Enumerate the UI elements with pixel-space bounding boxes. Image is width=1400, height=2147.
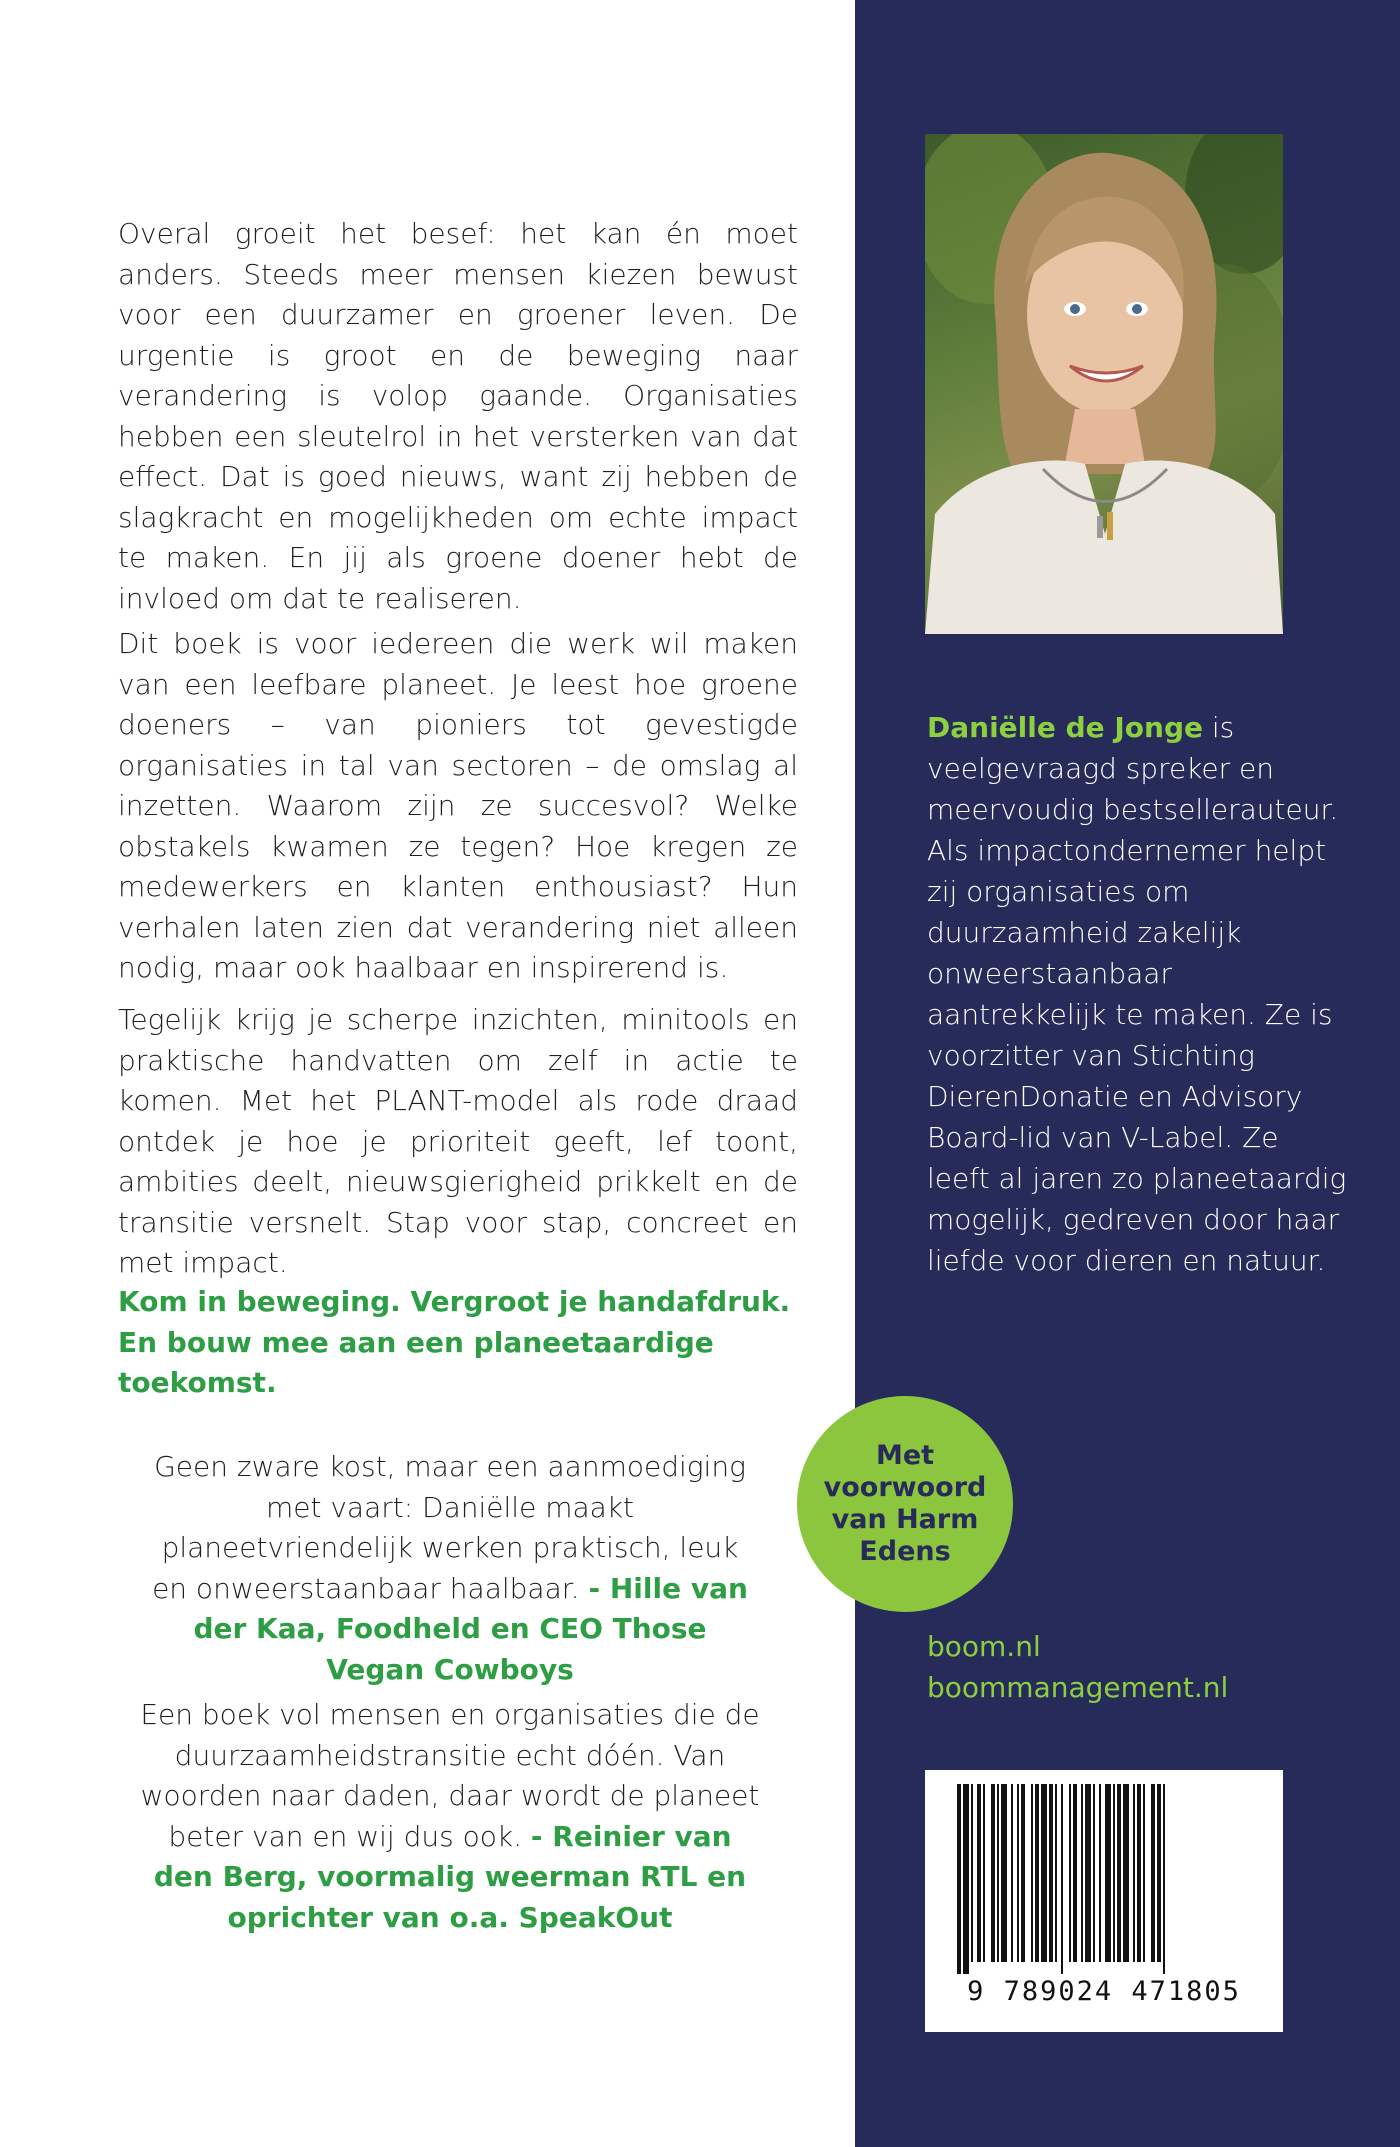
barcode [925, 1770, 1283, 2032]
review-quote-1 [140, 1447, 760, 1690]
review-quote-2-text: Een boek vol mensen en organisaties die de duurzaamheidstransitie echt dóén. Van woorden naar daden, daar wordt de planeet beter van en wij dus ook. [140, 1698, 760, 1853]
barcode-bar [1163, 1784, 1165, 1974]
barcode-bar [1041, 1784, 1047, 1962]
barcode-bar [1113, 1784, 1115, 1962]
barcode-bar [1137, 1784, 1141, 1962]
call-to-action: Kom in beweging. Vergroot je handafdruk. En bouw mee aan een planeetaardige toekomst. [118, 1285, 791, 1399]
barcode-bar [977, 1784, 981, 1962]
barcode-bar [1035, 1784, 1039, 1962]
foreword-badge [797, 1396, 1013, 1612]
barcode-bar [991, 1784, 995, 1962]
barcode-bar [1081, 1784, 1083, 1962]
publisher-links [927, 1626, 1228, 1708]
barcode-bar [1055, 1784, 1057, 1962]
barcode-bar [1143, 1784, 1145, 1962]
barcode-bar [1151, 1784, 1155, 1962]
barcode-bar [1001, 1784, 1007, 1962]
blurb-paragraph-1: Overal groeit het besef: het kan én moet anders. Steeds meer mensen kiezen bewust voor een duurzamer en groener leven. De urgentie is groot en de beweging naar verandering is volop gaande. Organisaties hebben een sleutelrol in het versterken van dat effect. Dat is goed nieuws, want zij hebben de slagkracht en mogelijkheden om echte impact te maken. En jij als groene doener hebt de invloed om dat te realiseren. [118, 217, 798, 615]
review-quote-1-attribution: - Hille van der Kaa, Foodheld en CEO Those Vegan Cowboys [193, 1571, 748, 1686]
barcode-bar [1073, 1784, 1077, 1962]
barcode-bars [957, 1784, 1251, 1974]
barcode-bar [1011, 1784, 1013, 1962]
author-name: Daniëlle de Jonge [927, 711, 1203, 744]
foreword-badge-text: Met voorwoord van Harm Edens [823, 1440, 987, 1567]
barcode-bar [963, 1784, 969, 1974]
barcode-bar [1157, 1784, 1161, 1962]
barcode-bar [1093, 1784, 1095, 1962]
review-quote-2 [140, 1695, 760, 1938]
barcode-bar [1123, 1784, 1129, 1962]
isbn-number: 9 789024 471805 [967, 1976, 1241, 2007]
barcode-bar [1133, 1784, 1135, 1962]
barcode-bar [1017, 1784, 1019, 1962]
author-bio-text: is veelgevraagd spreker en meervoudig bestsellerauteur. Als impactondernemer helpt zij organisaties om duurzaamheid zakelijk onweerstaanbaar aantrekkelijk te maken. Ze is voorzitter van Stichting DierenDonatie en Advisory Board-lid van V-Label. Ze leeft al jaren zo planeetaardig mogelijk, gedreven door haar liefde voor dieren en natuur. [927, 711, 1347, 1277]
author-photo [925, 134, 1283, 634]
publisher-link-boommanagement[interactable]: boommanagement.nl [927, 1671, 1229, 1704]
barcode-bar [983, 1784, 985, 1962]
review-quote-1-text: Geen zware kost, maar een aanmoediging met vaart: Daniëlle maakt planeetvriendelijk werken praktisch, leuk en onweerstaanbaar haalbaar. [152, 1450, 746, 1605]
barcode-bar [1021, 1784, 1025, 1962]
barcode-bar [1061, 1784, 1063, 1974]
barcode-bar [1117, 1784, 1121, 1962]
barcode-bar [1099, 1784, 1101, 1962]
barcode-bar [1049, 1784, 1053, 1962]
barcode-bar [997, 1784, 999, 1962]
author-bio [927, 707, 1347, 1281]
barcode-bar [1085, 1784, 1091, 1962]
blurb-paragraph-3: Tegelijk krijg je scherpe inzichten, minitools en praktische handvatten om zelf in actie te komen. Met het PLANT-model als rode draad ontdek je hoe je prioriteit geeft, lef toont, ambities deelt, nieuwsgierigheid prikkelt en de transitie versnelt. Stap voor stap, concreet en met impact. [118, 1003, 798, 1279]
barcode-bar [1069, 1784, 1071, 1962]
barcode-bar [957, 1784, 961, 1974]
review-quote-2-attribution: - Reinier van den Berg, voormalig weerman RTL en oprichter van o.a. SpeakOut [153, 1819, 747, 1934]
publisher-link-boom[interactable]: boom.nl [927, 1630, 1041, 1663]
blurb-paragraph-2: Dit boek is voor iedereen die werk wil maken van een leefbare planeet. Je leest hoe groene doeners – van pioniers tot gevestigde organisaties in tal van sectoren – de omslag al inzetten. Waarom zijn ze succesvol? Welke obstakels kwamen ze tegen? Hoe kregen ze medewerkers en klanten enthousiast? Hun verhalen laten zien dat verandering niet alleen nodig, maar ook haalbaar en inspirerend is. [118, 627, 798, 984]
barcode-bar [1031, 1784, 1033, 1962]
barcode-bar [971, 1784, 973, 1962]
barcode-bar [1105, 1784, 1111, 1962]
